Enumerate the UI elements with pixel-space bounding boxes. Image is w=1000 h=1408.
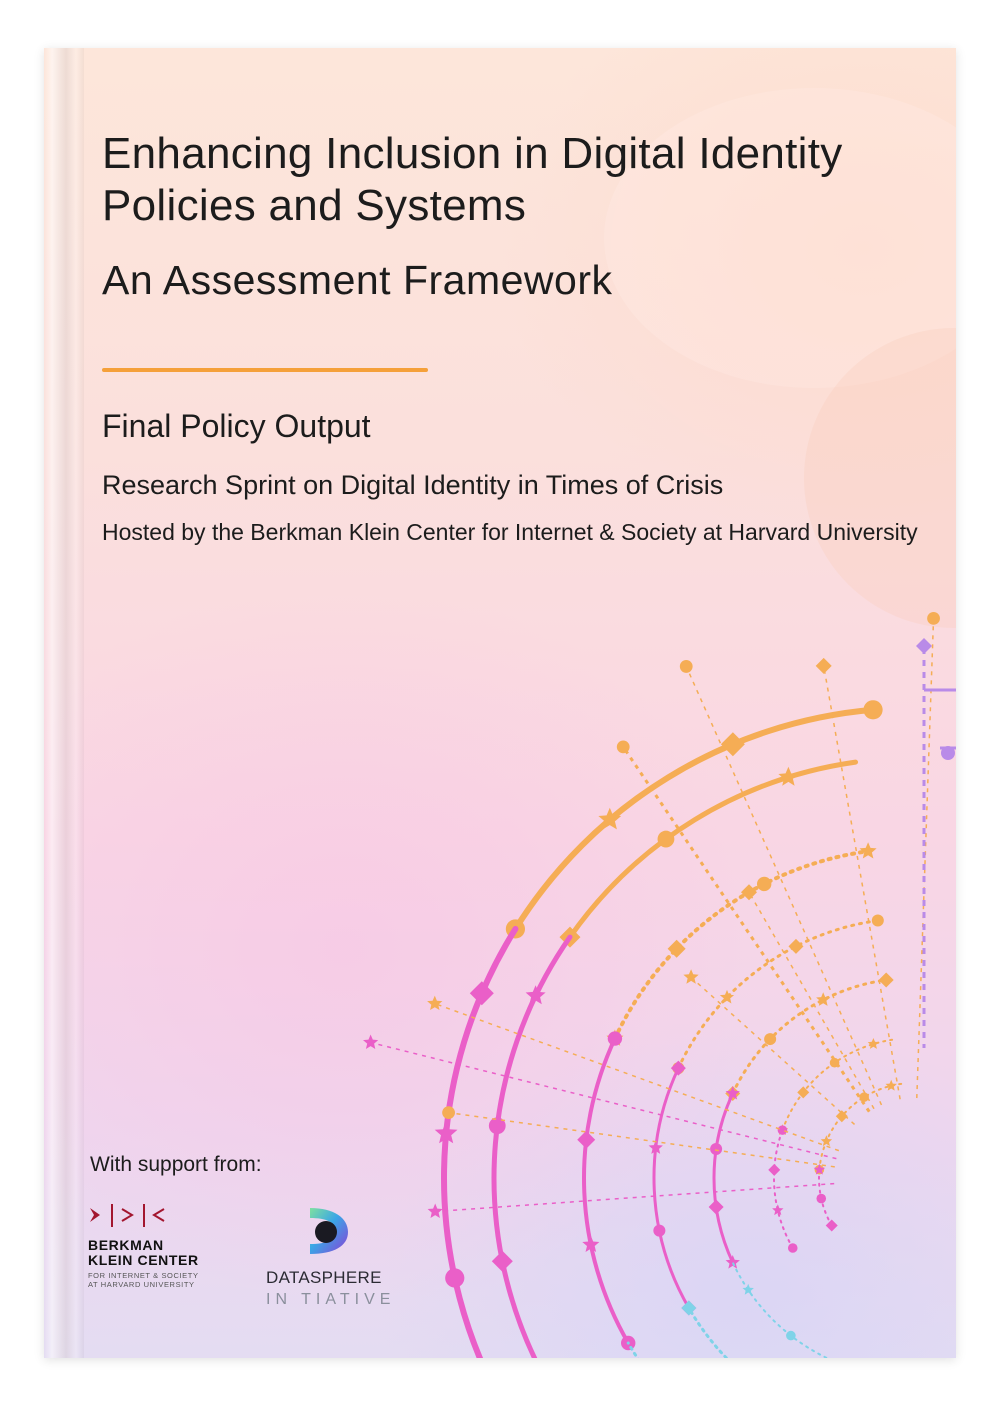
sprint-title: Research Sprint on Digital Identity in Times of Crisis bbox=[102, 470, 724, 500]
arc-ring bbox=[615, 851, 868, 1038]
book-cover bbox=[44, 48, 956, 1358]
report-subtitle: An Assessment Framework bbox=[102, 257, 613, 303]
datasphere-name: DATASPHERE bbox=[266, 1268, 382, 1287]
bkc-sub-line2: AT HARVARD UNIVERSITY bbox=[88, 1280, 195, 1289]
arc-node-star bbox=[726, 1255, 740, 1269]
arc-node-dot bbox=[764, 1033, 776, 1045]
arc-node-dot bbox=[653, 1225, 665, 1237]
arc-node-dot bbox=[608, 1031, 622, 1045]
arc-node-dot bbox=[788, 1243, 798, 1253]
bkc-logo-icon bbox=[88, 1200, 184, 1230]
arc-node-star bbox=[363, 1035, 378, 1050]
radial-spoke bbox=[623, 747, 869, 1112]
accent-divider bbox=[102, 368, 428, 372]
radial-spoke bbox=[824, 666, 900, 1099]
arc-ring bbox=[628, 1343, 828, 1358]
arc-node-diamond bbox=[788, 939, 803, 954]
berkman-klein-logo bbox=[88, 1200, 248, 1289]
arc-node-star bbox=[778, 767, 798, 786]
connector-node-dot bbox=[941, 746, 955, 760]
arc-node-diamond bbox=[826, 1220, 838, 1232]
arc-node-diamond bbox=[681, 1301, 696, 1316]
arc-node-star bbox=[821, 1135, 832, 1146]
arc-node-dot bbox=[816, 1194, 826, 1204]
connector-node-diamond bbox=[916, 638, 932, 654]
arc-node-star bbox=[683, 969, 698, 983]
arc-node-dot bbox=[445, 1268, 464, 1287]
arc-node-dot bbox=[927, 612, 940, 625]
arc-node-dot bbox=[757, 877, 771, 891]
arc-node-diamond bbox=[768, 1164, 780, 1176]
arc-node-star bbox=[868, 1038, 879, 1049]
arc-node-dot bbox=[872, 915, 884, 927]
arc-node-star bbox=[428, 1204, 443, 1219]
arc-node-diamond bbox=[671, 1061, 686, 1076]
arc-node-star bbox=[860, 842, 877, 858]
arc-ring bbox=[714, 1093, 733, 1262]
arc-ring bbox=[654, 1068, 689, 1308]
arc-node-dot bbox=[859, 1092, 869, 1102]
datasphere-logo bbox=[266, 1204, 396, 1310]
arc-node-star bbox=[743, 1284, 754, 1295]
arc-node-diamond bbox=[470, 981, 494, 1005]
arc-node-star bbox=[427, 996, 442, 1010]
datasphere-sub: IN TIATIVE bbox=[266, 1291, 396, 1308]
arc-node-star bbox=[816, 992, 830, 1006]
arc-ring bbox=[733, 1263, 846, 1358]
arc-node-dot bbox=[710, 1143, 722, 1155]
arc-node-diamond bbox=[721, 732, 745, 756]
arc-node-star bbox=[886, 1080, 897, 1091]
arc-node-dot bbox=[658, 831, 675, 848]
datasphere-logo-icon bbox=[304, 1204, 352, 1256]
bkc-sub-line1: FOR INTERNET & SOCIETY bbox=[88, 1271, 199, 1280]
arc-node-dot bbox=[442, 1106, 455, 1119]
radial-spoke bbox=[449, 1113, 835, 1167]
arc-node-dot bbox=[863, 700, 882, 719]
arc-node-dot bbox=[786, 1331, 796, 1341]
support-label: With support from: bbox=[90, 1153, 262, 1176]
arc-node-diamond bbox=[816, 658, 832, 674]
arc-node-dot bbox=[778, 1125, 788, 1135]
arc-ring bbox=[689, 1308, 825, 1358]
host-statement: Hosted by the Berkman Klein Center for Internet & Society at Harvard University bbox=[102, 519, 918, 545]
arc-node-diamond bbox=[492, 1251, 513, 1272]
arc-node-dot bbox=[680, 660, 693, 673]
arc-node-diamond bbox=[709, 1199, 724, 1214]
bkc-name-line2: KLEIN CENTER bbox=[88, 1252, 199, 1268]
output-label: Final Policy Output bbox=[102, 408, 371, 444]
bkc-name-line1: BERKMAN bbox=[88, 1237, 164, 1253]
arc-node-dot bbox=[617, 741, 630, 754]
arc-node-diamond bbox=[879, 972, 894, 987]
arc-ring bbox=[584, 1039, 628, 1343]
report-title: Enhancing Inclusion in Digital Identity Policies and Systems bbox=[102, 129, 843, 230]
arc-ring bbox=[570, 762, 856, 937]
